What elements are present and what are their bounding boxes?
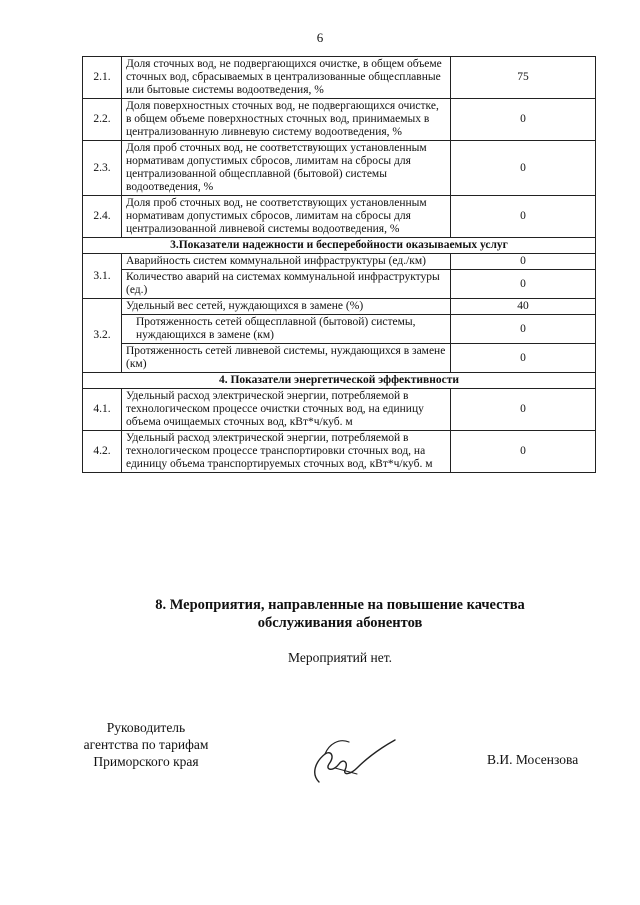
row-number: 2.2. — [83, 99, 122, 141]
signatory-name: В.И. Мосензова — [487, 752, 579, 767]
indicator-description: Удельный расход электрической энергии, потребляемой в технологическом процессе транспортировки сточных вод, на единицу объема транспортируемых сточных вод, кВт*ч/куб. м — [122, 431, 451, 473]
row-number: 3.2. — [83, 299, 122, 373]
row-number: 2.1. — [83, 57, 122, 99]
page-number: 6 — [316, 30, 324, 45]
indicator-value: 0 — [451, 99, 596, 141]
table-row — [83, 196, 596, 238]
row-number: 4.2. — [83, 431, 122, 473]
table-row — [83, 344, 596, 373]
section-8-note: Мероприятий нет. — [288, 650, 392, 665]
indicator-description: Протяженность сетей общесплавной (бытовой) системы, нуждающихся в замене (км) — [122, 315, 451, 344]
section-header-row — [83, 373, 596, 389]
table-row — [83, 270, 596, 299]
signatory-title-line: агентства по тарифам — [83, 737, 209, 752]
section-8-title-line: 8. Мероприятия, направленные на повышение качества — [155, 597, 525, 613]
section-3-header: 3.Показатели надежности и бесперебойности оказываемых услуг — [83, 238, 596, 254]
indicator-description: Аварийность систем коммунальной инфраструктуры (ед./км) — [122, 254, 451, 270]
indicator-value: 0 — [451, 196, 596, 238]
signatory-title — [66, 719, 226, 770]
indicator-description: Доля сточных вод, не подвергающихся очистке, в общем объеме сточных вод, сбрасываемых в централизованные общесплавные или бытовые системы водоотведения, % — [122, 57, 451, 99]
row-number: 2.4. — [83, 196, 122, 238]
table-row — [83, 431, 596, 473]
indicator-value: 75 — [451, 57, 596, 99]
indicator-description: Протяженность сетей ливневой системы, нуждающихся в замене (км) — [122, 344, 451, 373]
indicator-value: 0 — [451, 431, 596, 473]
section-4-header: 4. Показатели энергетической эффективности — [83, 373, 596, 389]
indicator-description: Удельный вес сетей, нуждающихся в замене (%) — [122, 299, 451, 315]
indicator-value: 40 — [451, 299, 596, 315]
indicator-description: Доля поверхностных сточных вод, не подвергающихся очистке, в общем объеме поверхностных сточных вод, принимаемых в централизованную ливневую систему водоотведения, % — [122, 99, 451, 141]
indicator-description: Доля проб сточных вод, не соответствующих установленным нормативам допустимых сбросов, лимитам на сбросы для централизованной общесплавной (бытовой) системы водоотведения, % — [122, 141, 451, 196]
table-row — [83, 57, 596, 99]
indicator-value: 0 — [451, 254, 596, 270]
indicator-value: 0 — [451, 344, 596, 373]
row-number: 2.3. — [83, 141, 122, 196]
table-row — [83, 141, 596, 196]
table-row — [83, 389, 596, 431]
section-8-title-line: обслуживания абонентов — [257, 615, 423, 631]
handwritten-signature — [305, 732, 400, 787]
indicators-table — [82, 56, 596, 473]
indicator-value: 0 — [451, 270, 596, 299]
table-row — [83, 254, 596, 270]
table-row — [83, 299, 596, 315]
section-8-title — [0, 596, 640, 632]
row-number: 4.1. — [83, 389, 122, 431]
indicator-description: Доля проб сточных вод, не соответствующих установленным нормативам допустимых сбросов, лимитам на сбросы для централизованной ливневой системы водоотведения, % — [122, 196, 451, 238]
signatory-title-line: Приморского края — [93, 754, 199, 769]
section-header-row — [83, 238, 596, 254]
table-row — [83, 99, 596, 141]
indicator-value: 0 — [451, 315, 596, 344]
row-number: 3.1. — [83, 254, 122, 299]
indicator-value: 0 — [451, 389, 596, 431]
table-row — [83, 315, 596, 344]
indicator-description: Количество аварий на системах коммунальной инфраструктуры (ед.) — [122, 270, 451, 299]
indicator-description: Удельный расход электрической энергии, потребляемой в технологическом процессе очистки сточных вод, на единицу объема очищаемых сточных вод, кВт*ч/куб. м — [122, 389, 451, 431]
indicator-value: 0 — [451, 141, 596, 196]
signatory-title-line: Руководитель — [106, 720, 186, 735]
